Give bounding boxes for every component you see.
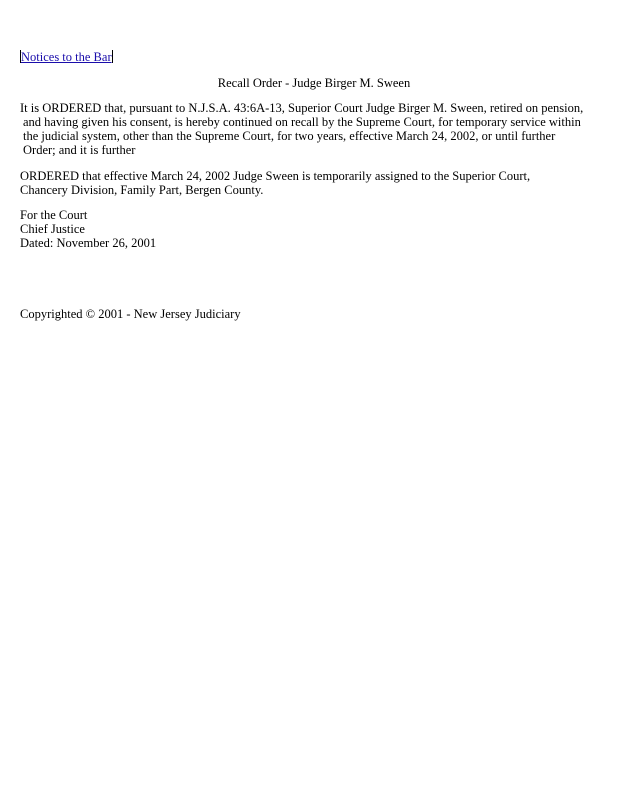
notices-to-the-bar-link[interactable]: Notices to the Bar: [21, 50, 112, 64]
signature-line-dated: Dated: November 26, 2001: [20, 236, 157, 250]
nav-bar: [20, 50, 113, 64]
page-title: Recall Order - Judge Birger M. Sween: [217, 76, 411, 90]
copyright-notice: Copyrighted © 2001 - New Jersey Judiciary: [20, 307, 241, 321]
signature-line-chief-justice: Chief Justice: [20, 222, 85, 236]
signature-line-for-the-court: For the Court: [20, 208, 88, 222]
order-paragraph-2: ORDERED that effective March 24, 2002 Judge Sween is temporarily assigned to the Superior Court, Chancery Division, Family Part, Bergen County.: [20, 169, 531, 197]
nav-divider-right: [112, 50, 113, 63]
signature-block: [20, 208, 156, 250]
order-paragraph-1: It is ORDERED that, pursuant to N.J.S.A. 43:6A-13, Superior Court Judge Birger M. Sween, retired on pension, and having given his consent, is hereby continued on recall by the Supreme Court, for temporary service within the judicial system, other than the Supreme Court, for two years, effective March 24, 2002, or until further Order; and it is further: [20, 101, 584, 157]
